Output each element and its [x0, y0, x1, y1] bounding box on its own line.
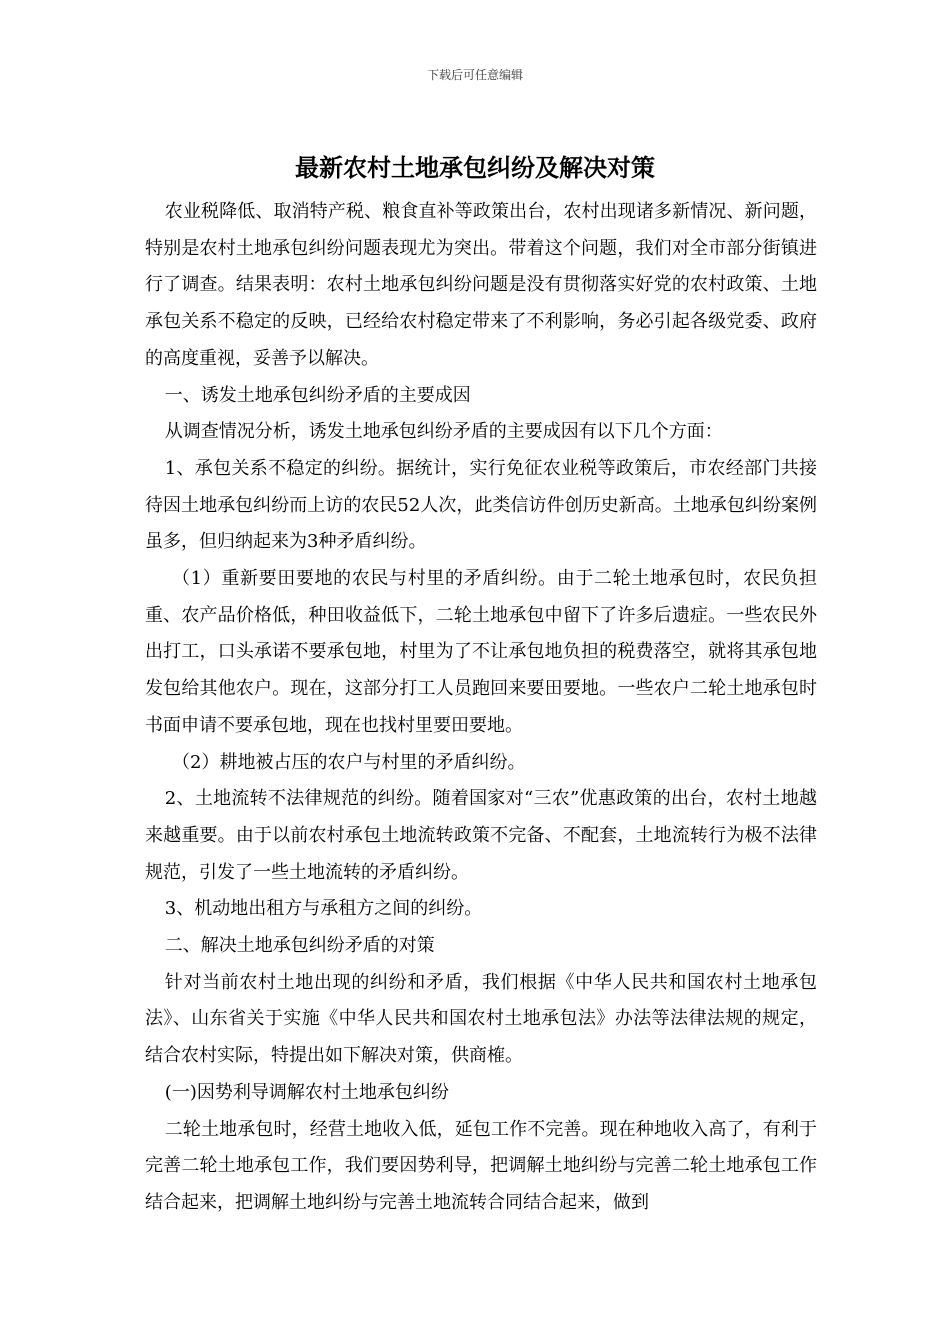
section-heading-solutions: 二、解决土地承包纠纷矛盾的对策: [164, 935, 435, 957]
paragraph-cause-1-item-1: （1）重新要田要地的农民与村里的矛盾纠纷。由于二轮土地承包时，农民负担重、农产品价格低，种田收益低下，二轮土地承包中留下了许多后遗症。一些农民外出打工，口头承诺不要承包地，村里为了不让承包地负担的税费落空，就将其承包地发包给其他农户。现在，这部分打工人员跑回来要田要地。一些农户二轮土地承包时书面申请不要承包地，现在也找村里要田要地。: [145, 568, 817, 736]
paragraph-solutions-intro: 针对当前农村土地出现的纠纷和矛盾，我们根据《中华人民共和国农村土地承包法》、山东省关于实施《中华人民共和国农村土地承包法》办法等法律法规的规定，结合农村实际，特提出如下解决对策，供商榷。: [145, 971, 817, 1067]
document-body: [145, 194, 817, 1222]
paragraph-causes-intro: 从调查情况分析，诱发土地承包纠纷矛盾的主要成因有以下几个方面：: [164, 421, 723, 443]
section-heading-causes: 一、诱发土地承包纠纷矛盾的主要成因: [164, 384, 471, 406]
page-header-note: 下载后可任意编辑: [426, 68, 523, 82]
subsection-heading-mediation: (一)因势利导调解农村土地承包纠纷: [164, 1081, 449, 1103]
document-title: 最新农村土地承包纠纷及解决对策: [295, 153, 655, 182]
paragraph-cause-1-item-2: （2）耕地被占压的农户与村里的矛盾纠纷。: [172, 751, 526, 773]
paragraph-cause-3: 3、机动地出租方与承租方之间的纠纷。: [164, 898, 483, 920]
paragraph-cause-1: 1、承包关系不稳定的纠纷。据统计，实行免征农业税等政策后，市农经部门共接待因土地承包纠纷而上访的农民52人次，此类信访件创历史新高。土地承包纠纷案例虽多，但归纳起来为3种矛盾纠纷。: [145, 457, 817, 553]
paragraph-mediation: 二轮土地承包时，经营土地收入低，延包工作不完善。现在种地收入高了，有利于完善二轮土地承包工作，我们要因势利导，把调解土地纠纷与完善二轮土地承包工作结合起来，把调解土地纠纷与完善土地流转合同结合起来，做到: [145, 1118, 817, 1213]
paragraph-cause-2: 2、土地流转不法律规范的纠纷。随着国家对“三农”优惠政策的出台，农村土地越来越重要。由于以前农村承包土地流转政策不完备、不配套，土地流转行为极不法律规范，引发了一些土地流转的矛盾纠纷。: [145, 788, 817, 883]
paragraph-intro: 农业税降低、取消特产税、粮食直补等政策出台，农村出现诸多新情况、新问题，特别是农村土地承包纠纷问题表现尤为突出。带着这个问题，我们对全市部分街镇进行了调查。结果表明：农村土地承包纠纷问题是没有贯彻落实好党的农村政策、土地承包关系不稳定的反映，已经给农村稳定带来了不利影响，务必引起各级党委、政府的高度重视，妥善予以解决。: [145, 201, 817, 369]
